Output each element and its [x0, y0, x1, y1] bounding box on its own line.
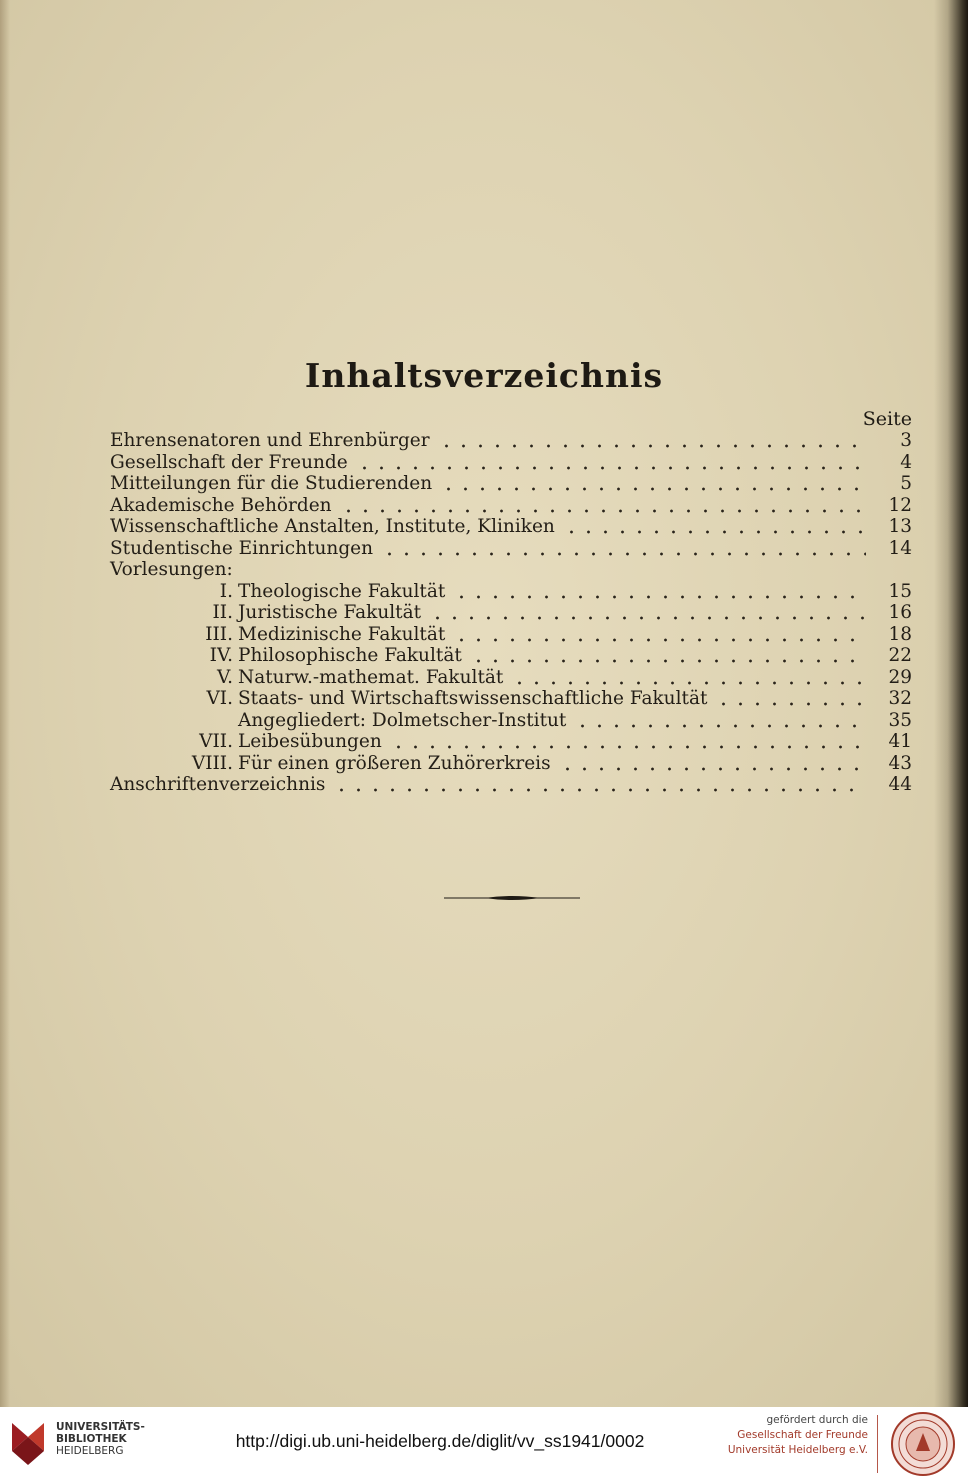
toc-entry-label: Juristische Fakultät — [238, 602, 422, 623]
dot-leader — [574, 710, 866, 732]
toc-entry-label: Ehrensenatoren und Ehrenbürger — [110, 430, 430, 451]
toc-entry-label: Wissenschaftliche Anstalten, Institute, Kliniken — [110, 516, 555, 537]
toc-entry-number: III. — [205, 623, 233, 645]
toc-entry-number: II. — [212, 602, 233, 623]
toc-entry[interactable] — [0, 667, 968, 689]
dot-leader — [453, 624, 866, 646]
dot-leader — [381, 538, 866, 560]
toc-entry-page: 22 — [888, 645, 912, 666]
toc-entry-label: Für einen größeren Zuhörerkreis — [238, 752, 551, 774]
toc-entry-label: Mitteilungen für die Studierenden — [110, 473, 433, 494]
digitization-footer — [0, 1407, 968, 1479]
dot-leader — [390, 731, 866, 753]
library-name-line3: HEIDELBERG — [56, 1445, 124, 1457]
toc-entry-page: 5 — [900, 473, 912, 494]
toc-entry-page: 4 — [900, 451, 912, 473]
divider-ornament — [444, 893, 580, 903]
sponsor-name-line1: Gesellschaft der Freunde — [737, 1429, 868, 1441]
dot-leader — [715, 688, 866, 710]
toc-entry-label: Staats- und Wirtschaftswissenschaftliche Fakultät — [238, 688, 708, 709]
toc-entry-label: Angegliedert: Dolmetscher-Institut — [238, 709, 567, 731]
toc-entry[interactable] — [0, 473, 968, 495]
toc-entry[interactable] — [0, 559, 968, 581]
toc-entry-page: 43 — [888, 752, 912, 774]
toc-entry[interactable] — [0, 731, 968, 753]
toc-entry[interactable] — [0, 516, 968, 538]
dot-leader — [340, 495, 866, 517]
dot-leader — [470, 645, 866, 667]
toc-entry[interactable] — [0, 753, 968, 775]
toc-entry-label: Naturw.-mathemat. Fakultät — [238, 666, 504, 688]
toc-entry-number: V. — [216, 666, 233, 688]
toc-entry-page: 14 — [888, 537, 912, 559]
toc-entry-number: I. — [219, 580, 233, 602]
source-url-link[interactable]: http://digi.ub.uni-heidelberg.de/diglit/vv_ss1941/0002 — [235, 1431, 645, 1451]
toc-entry-page: 29 — [888, 666, 912, 688]
library-name — [56, 1421, 145, 1457]
page-column-header: Seite — [862, 408, 912, 430]
toc-entry-label: Medizinische Fakultät — [238, 623, 446, 645]
toc-entry-label: Vorlesungen: — [110, 559, 233, 580]
sponsor-text — [728, 1413, 868, 1458]
toc-entry-number: VII. — [199, 731, 233, 752]
sponsor-intro: gefördert durch die — [766, 1414, 868, 1426]
toc-entry[interactable] — [0, 602, 968, 624]
dot-leader — [438, 430, 866, 452]
toc-entry-label: Philosophische Fakultät — [238, 645, 462, 666]
toc-entry[interactable] — [0, 645, 968, 667]
toc-entry-label: Anschriftenverzeichnis — [110, 774, 326, 795]
toc-entry-number: VI. — [206, 688, 233, 709]
toc-entry[interactable] — [0, 581, 968, 603]
page-title: Inhaltsverzeichnis — [304, 356, 664, 395]
dot-leader — [333, 774, 866, 796]
toc-entry-label: Gesellschaft der Freunde — [110, 451, 348, 473]
toc-entry-page: 18 — [888, 623, 912, 645]
toc-entry-number: VIII. — [191, 752, 233, 774]
toc-entry[interactable] — [0, 430, 968, 452]
toc-entry-label: Studentische Einrichtungen — [110, 537, 374, 559]
toc-entry-page: 16 — [888, 602, 912, 623]
toc-entry-page: 35 — [888, 709, 912, 731]
library-name-line1: UNIVERSITÄTS- — [56, 1421, 145, 1433]
toc-entry-page: 15 — [888, 580, 912, 602]
toc-entry[interactable] — [0, 495, 968, 517]
dot-leader — [563, 516, 866, 538]
toc-entry[interactable] — [0, 624, 968, 646]
toc-entry[interactable] — [0, 688, 968, 710]
toc-entry-label: Theologische Fakultät — [238, 580, 446, 602]
dot-leader — [511, 667, 866, 689]
library-logo-icon — [8, 1417, 48, 1469]
toc-entry-number: IV. — [209, 645, 233, 666]
toc-entry-label: Leibesübungen — [238, 731, 382, 752]
sponsor-divider — [877, 1415, 878, 1473]
toc-entry[interactable] — [0, 774, 968, 796]
toc-entry-page: 12 — [888, 494, 912, 516]
toc-entry[interactable] — [0, 538, 968, 560]
dot-leader — [356, 452, 866, 474]
dot-leader — [559, 753, 866, 775]
sponsor-name-line2: Universität Heidelberg e.V. — [727, 1444, 868, 1456]
library-name-line2: BIBLIOTHEK — [56, 1433, 127, 1445]
dot-leader — [440, 473, 866, 495]
university-seal-icon — [890, 1411, 956, 1477]
dot-leader — [429, 602, 866, 624]
toc-entry-page: 13 — [888, 516, 912, 537]
toc-entry[interactable] — [0, 710, 968, 732]
dot-leader — [453, 581, 866, 603]
toc-entry-page: 3 — [900, 430, 912, 451]
toc-entry-label: Akademische Behörden — [110, 494, 332, 516]
toc-entry-page: 41 — [888, 731, 912, 752]
toc-entry-page: 44 — [888, 774, 912, 795]
toc-entry[interactable] — [0, 452, 968, 474]
toc-entry-page: 32 — [888, 688, 912, 709]
